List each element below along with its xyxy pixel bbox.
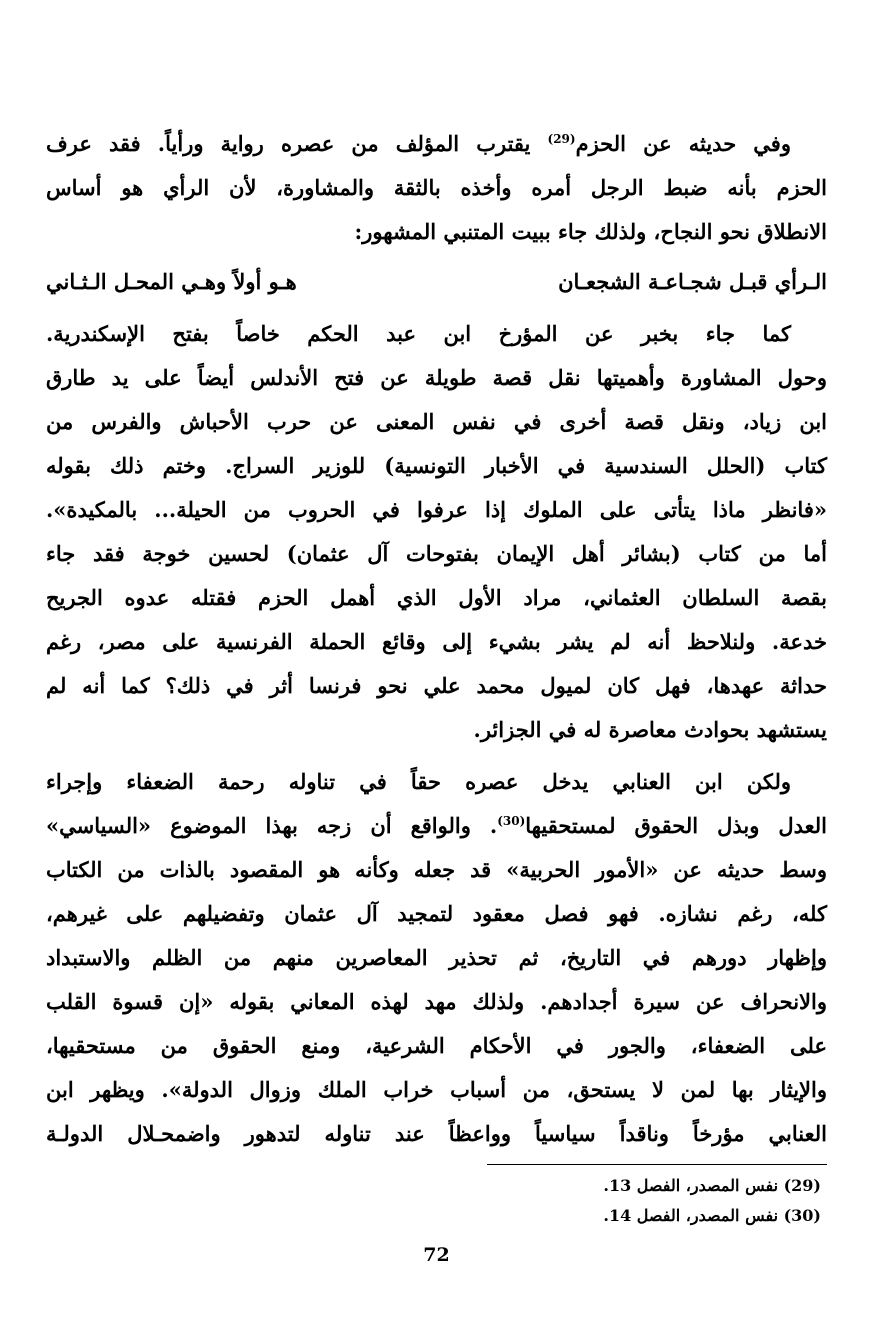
- text-line: وحول المشاورة وأهميتها نقل قصة طويلة عن فتح الأندلس أيضاً على يد طارق: [46, 365, 827, 390]
- text-line: كله، رغم نشازه. فهو فصل معقود لتمجيد آل عثمان وتفضيلهم على غيرهم،: [46, 901, 827, 926]
- text-span: العدل وبذل الحقوق لمستحقيها: [525, 813, 828, 838]
- text-line: والإيثار بها لمن لا يستحق، من أسباب خراب الملك وزوال الدولة». ويظهر ابن: [46, 1077, 827, 1102]
- text-line: يستشهد بحوادث معاصرة له في الجزائر.: [473, 717, 827, 742]
- text-line: وسط حديثه عن «الأمور الحربية» قد جعله وكأنه هو المقصود بالذات من الكتاب: [46, 857, 827, 882]
- text-line: كما جاء بخبر عن المؤرخ ابن عبد الحكم خاصاً بفتح الإسكندرية.: [46, 321, 791, 346]
- paragraph-1: [46, 122, 827, 254]
- paragraph-2: [46, 312, 827, 752]
- footnote-29: (29) نفس المصدر، الفصل 13.: [603, 1176, 821, 1195]
- text-span: يقترب المؤلف من عصره رواية ورأياً. فقد عرف: [46, 131, 548, 156]
- text-line: كتاب (الحلل السندسية في الأخبار التونسية) للوزير السراج. وختم ذلك بقوله: [46, 453, 827, 478]
- text-line: والانحراف عن سيرة أجدادهم. ولذلك مهد لهذه المعاني بقوله «إن قسوة القلب: [46, 989, 827, 1014]
- text-line: أما من كتاب (بشائر أهل الإيمان بفتوحات آل عثمان) لحسين خوجة فقد جاء: [46, 541, 827, 566]
- page-number: 72: [423, 1244, 450, 1266]
- text-line: ابن زياد، ونقل قصة أخرى في نفس المعنى عن حرب الأحباش والفرس من: [46, 409, 827, 434]
- footnote-30: (30) نفس المصدر، الفصل 14.: [603, 1206, 821, 1225]
- text-line: بقصة السلطان العثماني، مراد الأول الذي أهمل الحزم فقتله عدوه الجريح: [46, 585, 827, 610]
- text-line: [46, 804, 827, 848]
- text-line: [46, 122, 827, 166]
- text-span: . والواقع أن زجه بهذا الموضوع «السياسي»: [46, 813, 498, 838]
- paragraph-3: [46, 760, 827, 1156]
- text-span: وفي حديثه عن الحزم: [575, 131, 791, 156]
- text-line: الحزم بأنه ضبط الرجل أمره وأخذه بالثقة والمشاورة، لأن الرأي هو أساس: [46, 175, 827, 200]
- text-line: على الضعفاء، والجور في الأحكام الشرعية، ومنع الحقوق من مستحقيها،: [46, 1033, 827, 1058]
- paragraph-gap: [46, 752, 827, 760]
- text-line: ولكن ابن العنابي يدخل عصره حقاً في تناوله رحمة الضعفاء وإجراء: [46, 769, 791, 794]
- poetry-verse: [46, 260, 827, 304]
- text-line: الانطلاق نحو النجاح، ولذلك جاء ببيت المتنبي المشهور:: [354, 219, 827, 244]
- text-line: «فانظر ماذا يتأتى على الملوك إذا عرفوا في الحروب من الحيلة... بالمكيدة».: [46, 497, 827, 522]
- text-line: خدعة. ولنلاحظ أنه لم يشر بشيء إلى وقائع الحملة الفرنسية على مصر، رغم: [46, 629, 827, 654]
- footnote-ref-29[interactable]: (29): [547, 132, 576, 146]
- verse-right-hemistich: الـرأي قبـل شجـاعـة الشجعـان: [558, 269, 827, 294]
- footnote-separator: [487, 1164, 827, 1165]
- verse-left-hemistich: هـو أولاً وهـي المحـل الـثـاني: [46, 269, 297, 294]
- footnote-ref-30[interactable]: (30): [497, 814, 526, 828]
- text-line: حداثة عهدها، فهل كان لميول محمد علي نحو فرنسا أثر في ذلك؟ كما أنه لم: [46, 673, 827, 698]
- text-line: العنابي مؤرخاً وناقداً سياسياً وواعظاً عند تناوله لتدهور واضمحـلال الدولـة: [46, 1121, 827, 1146]
- text-line: وإظهار دورهم في التاريخ، ثم تحذير المعاصرين منهم من الظلم والاستبداد: [46, 945, 827, 970]
